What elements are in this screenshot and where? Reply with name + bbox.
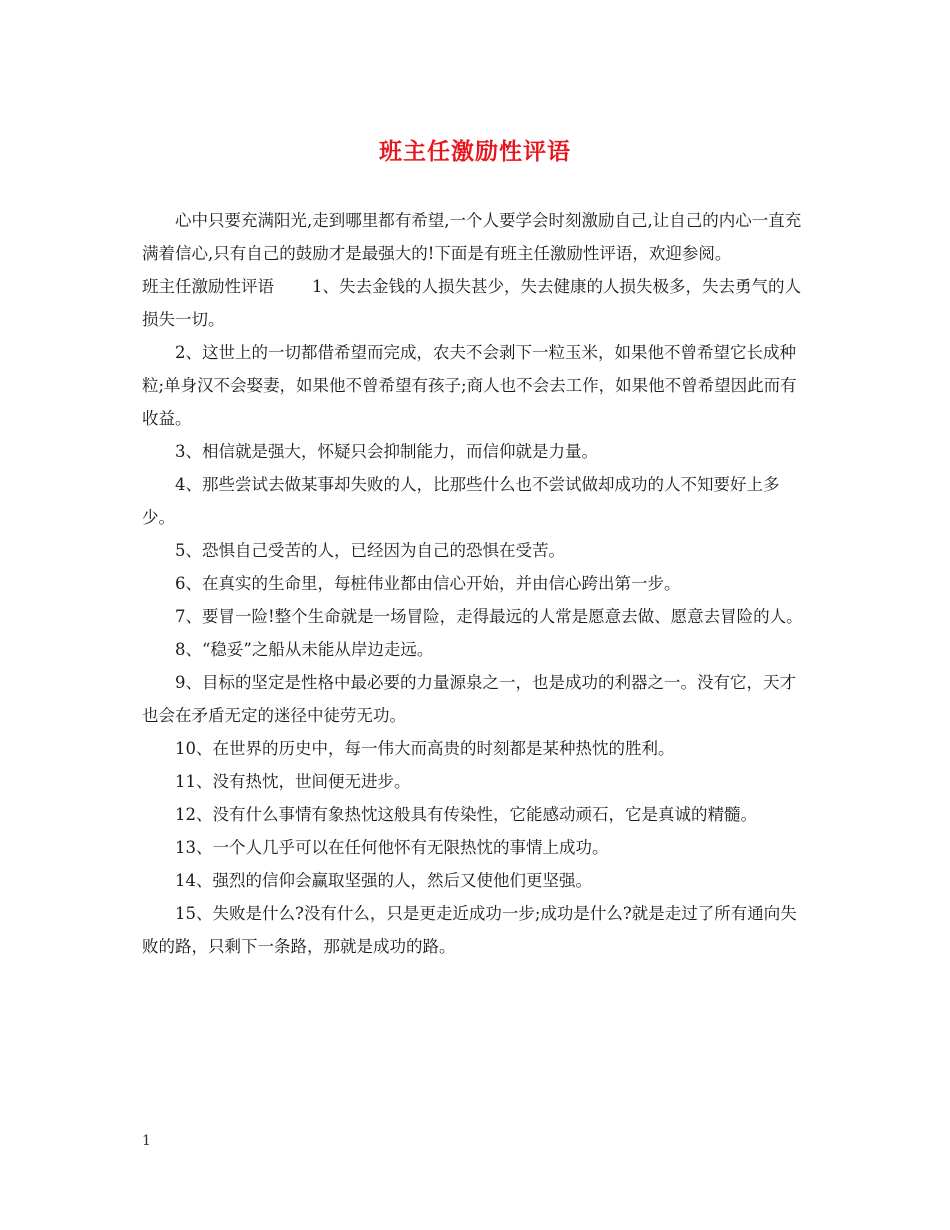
list-item: 6、在真实的生命里，每桩伟业都由信心开始，并由信心跨出第一步。 bbox=[175, 574, 681, 593]
section-heading: 班主任激励性评语 bbox=[142, 277, 274, 296]
page-number: 1 bbox=[142, 1133, 151, 1149]
list-item: 12、没有什么事情有象热忱这般具有传染性，它能感动顽石，它是真诚的精髓。 bbox=[175, 805, 757, 824]
list-item: 11、没有热忱，世间便无进步。 bbox=[175, 772, 411, 791]
list-item: 3、相信就是强大，怀疑只会抑制能力，而信仰就是力量。 bbox=[175, 442, 598, 461]
list-item: 10、在世界的历史中，每一伟大而高贵的时刻都是某种热忱的胜利。 bbox=[175, 739, 675, 758]
list-item: 2、这世上的一切都借希望而完成，农夫不会剥下一粒玉米，如果他不曾希望它长成种粒;单身汉不会娶妻，如果他不曾希望有孩子;商人也不会去工作，如果他不曾希望因此而有收益。 bbox=[142, 343, 797, 428]
list-item: 15、失败是什么?没有什么，只是更走近成功一步;成功是什么?就是走过了所有通向失败的路，只剩下一条路，那就是成功的路。 bbox=[142, 904, 797, 956]
document-title: 班主任激励性评语 bbox=[379, 138, 571, 165]
list-item: 7、要冒一险!整个生命就是一场冒险，走得最远的人常是愿意去做、愿意去冒险的人。 bbox=[175, 607, 803, 626]
item-text: 1、失去金钱的人损失甚少，失去健康的人损失极多，失去勇气的人损失一切。 bbox=[142, 277, 801, 329]
intro-paragraph: 心中只要充满阳光,走到哪里都有希望,一个人要学会时刻激励自己,让自己的内心一直充满着信心,只有自己的鼓励才是最强大的!下面是有班主任激励性评语，欢迎参阅。 bbox=[142, 211, 802, 263]
list-item bbox=[142, 270, 810, 336]
list-item: 4、那些尝试去做某事却失败的人，比那些什么也不尝试做却成功的人不知要好上多少。 bbox=[142, 475, 780, 527]
list-item: 8、“稳妥”之船从未能从岸边走远。 bbox=[175, 640, 434, 659]
list-item: 14、强烈的信仰会赢取坚强的人，然后又使他们更坚强。 bbox=[175, 871, 592, 890]
document-body bbox=[142, 204, 810, 963]
list-item: 13、一个人几乎可以在任何他怀有无限热忱的事情上成功。 bbox=[175, 838, 609, 857]
list-item: 9、目标的坚定是性格中最必要的力量源泉之一，也是成功的利器之一。没有它，天才也会在矛盾无定的迷径中徒劳无功。 bbox=[142, 673, 796, 725]
list-item: 5、恐惧自己受苦的人，已经因为自己的恐惧在受苦。 bbox=[175, 541, 565, 560]
